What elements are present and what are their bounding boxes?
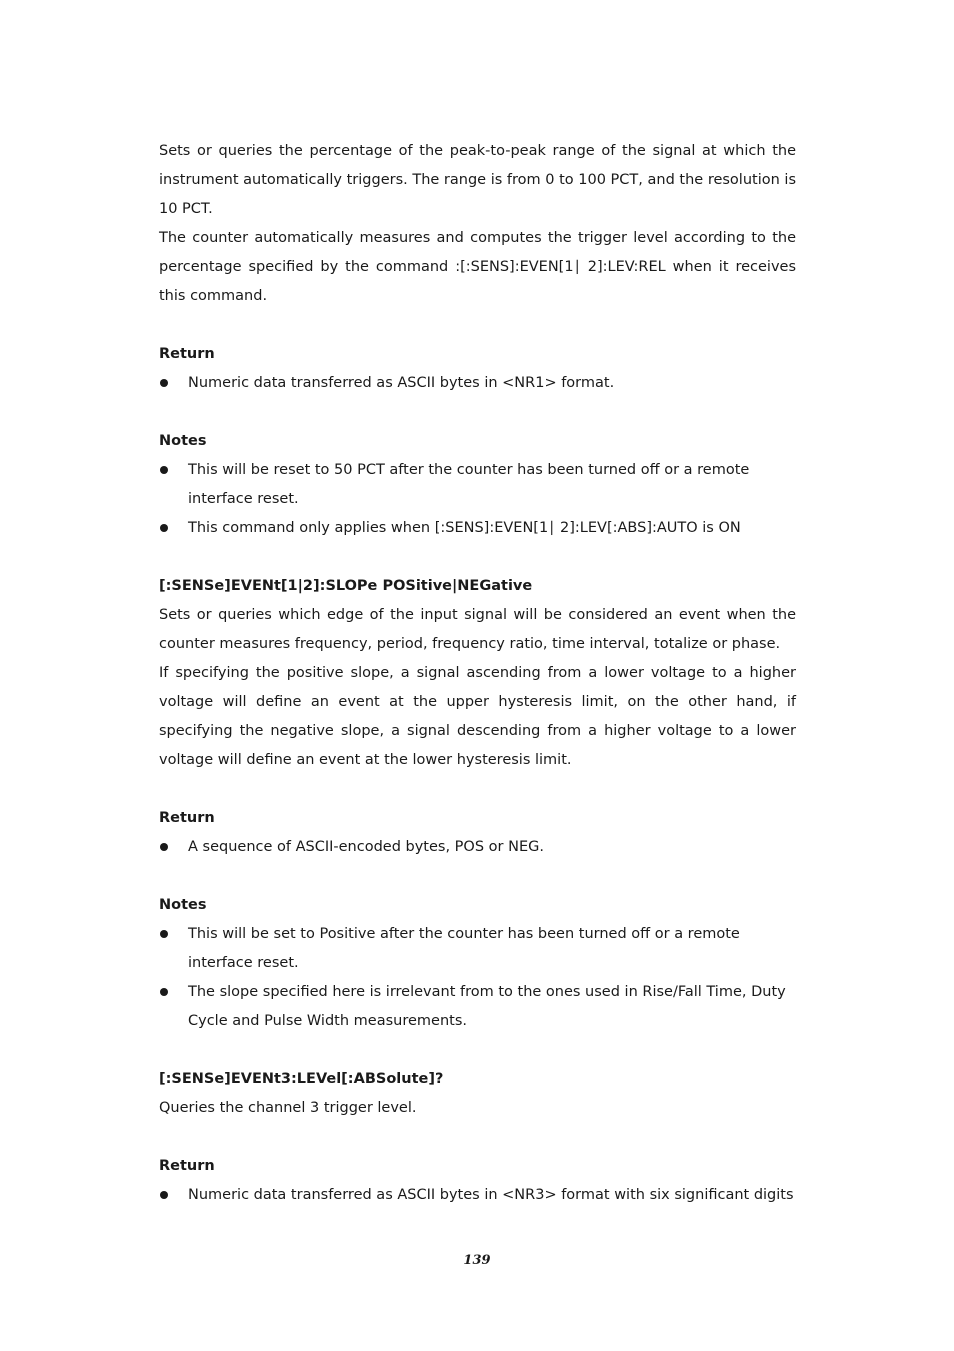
list-item: This command only applies when [:SENS]:EVEN[1∣ 2]:LEV[:ABS]:AUTO is ON bbox=[159, 514, 796, 543]
list-item: This will be set to Positive after the counter has been turned off or a remote interface reset. bbox=[159, 920, 796, 978]
list-item: Numeric data transferred as ASCII bytes in <NR3> format with six significant digits bbox=[159, 1181, 796, 1210]
notes-heading: Notes bbox=[159, 897, 207, 913]
return-list bbox=[159, 369, 796, 398]
notes-heading: Notes bbox=[159, 433, 207, 449]
body-paragraph: The counter automatically measures and computes the trigger level according to the percentage specified by the command :[:SENS]:EVEN[1∣ 2]:LEV:REL when it receives this command. bbox=[159, 230, 796, 304]
bullet-icon bbox=[160, 843, 168, 851]
list-item: Numeric data transferred as ASCII bytes in <NR1> format. bbox=[159, 369, 796, 398]
bullet-icon bbox=[160, 1191, 168, 1199]
page-number: 139 bbox=[463, 1253, 491, 1268]
notes-list bbox=[159, 456, 796, 543]
return-heading: Return bbox=[159, 1158, 215, 1174]
return-list bbox=[159, 1181, 796, 1210]
bullet-icon bbox=[160, 466, 168, 474]
bullet-icon bbox=[160, 524, 168, 532]
bullet-icon bbox=[160, 930, 168, 938]
body-paragraph: Sets or queries which edge of the input signal will be considered an event when the counter measures frequency, period, frequency ratio, time interval, totalize or phase. bbox=[159, 607, 796, 652]
command-heading: [:SENSe]EVENt3:LEVel[:ABSolute]? bbox=[159, 1071, 444, 1087]
bullet-icon bbox=[160, 379, 168, 387]
bullet-icon bbox=[160, 988, 168, 996]
list-item: The slope specified here is irrelevant from to the ones used in Rise/Fall Time, Duty Cycle and Pulse Width measurements. bbox=[159, 978, 796, 1036]
body-paragraph: If specifying the positive slope, a signal ascending from a lower voltage to a higher voltage will define an event at the upper hysteresis limit, on the other hand, if specifying the negative slope, a signal descending from a higher voltage to a lower voltage will define an event at the lower hysteresis limit. bbox=[159, 665, 796, 768]
return-heading: Return bbox=[159, 810, 215, 826]
command-heading: [:SENSe]EVENt[1|2]:SLOPe POSitive|NEGative bbox=[159, 578, 533, 594]
return-heading: Return bbox=[159, 346, 215, 362]
notes-list bbox=[159, 920, 796, 1036]
document-page bbox=[159, 137, 796, 1210]
list-item: This will be reset to 50 PCT after the counter has been turned off or a remote interface reset. bbox=[159, 456, 796, 514]
body-paragraph: Queries the channel 3 trigger level. bbox=[159, 1100, 417, 1116]
return-list bbox=[159, 833, 796, 862]
list-item: A sequence of ASCII-encoded bytes, POS or NEG. bbox=[159, 833, 796, 862]
body-paragraph: Sets or queries the percentage of the peak-to-peak range of the signal at which the instrument automatically triggers. The range is from 0 to 100 PCT, and the resolution is 10 PCT. bbox=[159, 143, 796, 217]
